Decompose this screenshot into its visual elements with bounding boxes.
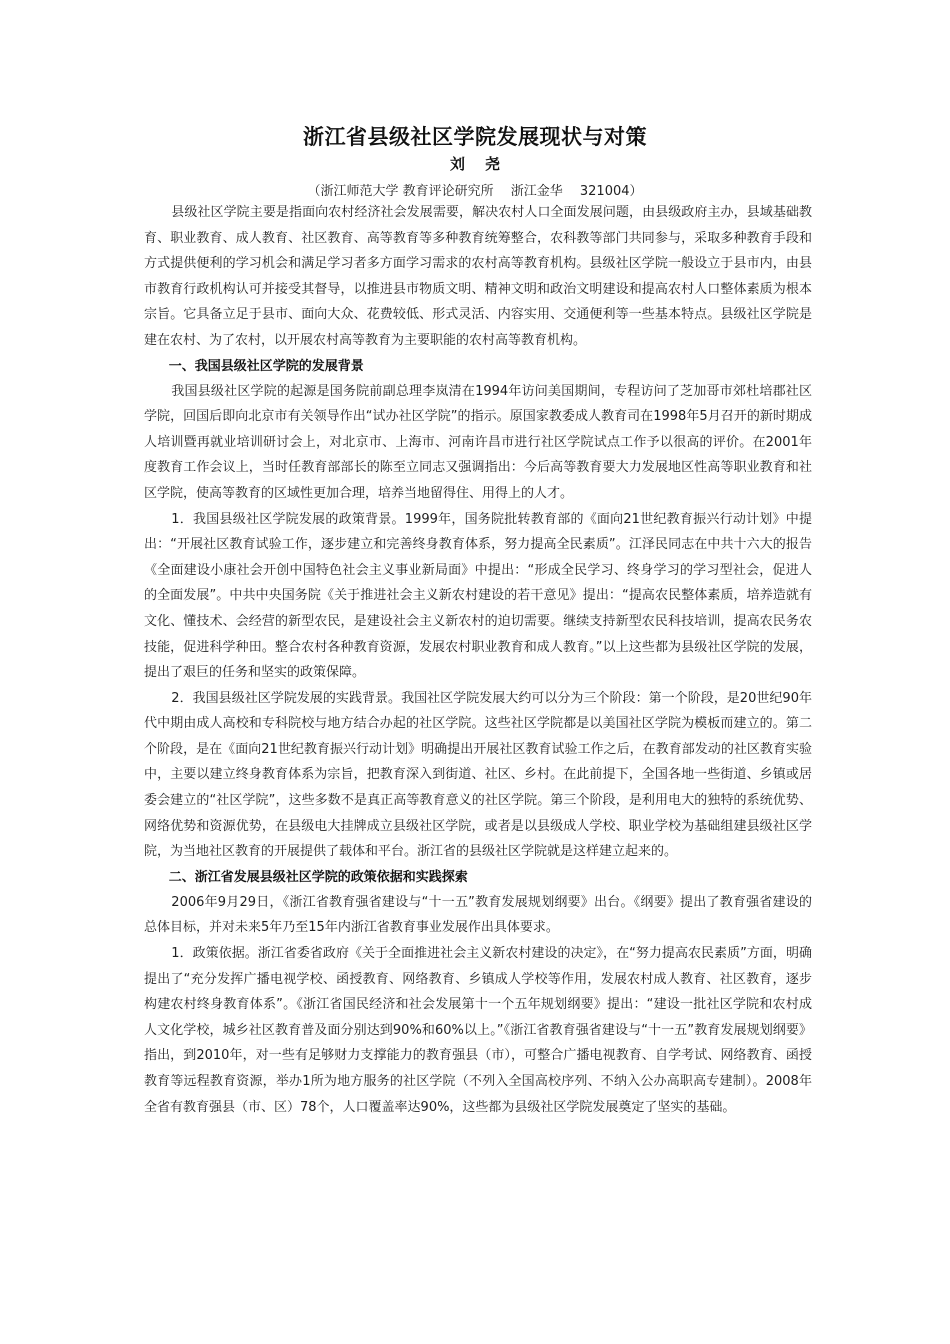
body-paragraph: 2．我国县级社区学院发展的实践背景。我国社区学院发展大约可以分为三个阶段：第一个阶段，是20世纪90年代中期由成人高校和专科院校与地方结合办起的社区学院。这些社区学院都是以美国社区学院为模板而建立的。第二个阶段，是在《面向21世纪教育振兴行动计划》明确提出开展社区教育试验工作之后，在教育部发动的社区教育实验中，主要以建立终身教育体系为宗旨，把教育深入到街道、社区、乡村。在此前提下，全国各地一些街道、乡镇或居委会建立的“社区学院”，这些多数不是真正高等教育意义的社区学院。第三个阶段，是利用电大的独特的系统优势、网络优势和资源优势，在县级电大挂牌成立县级社区学院，或者是以县级成人学校、职业学校为基础组建县级社区学院，为当地社区教育的开展提供了载体和平台。浙江省的县级社区学院就是这样建立起来的。	[144, 690, 812, 860]
document-header	[0, 122, 950, 204]
body-paragraph: 2006年9月29日，《浙江省教育强省建设与“十一五”教育发展规划纲要》出台。《纲要》提出了教育强省建设的总体目标，并对未来5年乃至15年内浙江省教育事业发展作出具体要求。	[144, 894, 812, 936]
body-paragraph: 1．政策依据。浙江省委省政府《关于全面推进社会主义新农村建设的决定》，在“努力提高农民素质”方面，明确提出了“充分发挥广播电视学校、函授教育、网络教育、乡镇成人学校等作用，发展农村成人教育、社区教育，逐步构建农村终身教育体系”。《浙江省国民经济和社会发展第十一个五年规划纲要》提出：“建设一批社区学院和农村成人文化学校，城乡社区教育普及面分别达到90%和60%以上。”《浙江省教育强省建设与“十一五”教育发展规划纲要》指出，到2010年，对一些有足够财力支撑能力的教育强县（市），可整合广播电视教育、自学考试、网络教育、函授教育等远程教育资源，举办1所为地方服务的社区学院（不列入全国高校序列、不纳入公办高职高专建制）。2008年全省有教育强县（市、区）78个，人口覆盖率达90%，这些都为县级社区学院发展奠定了坚实的基础。	[144, 946, 812, 1115]
author-name: 刘尧	[449, 155, 520, 173]
section-heading-1: 一、我国县级社区学院的发展背景	[168, 358, 364, 374]
section-heading-2: 二、浙江省发展县级社区学院的政策依据和实践探索	[168, 869, 468, 885]
body-paragraph: 1．我国县级社区学院发展的政策背景。1999年，国务院批转教育部的《面向21世纪教育振兴行动计划》中提出：“开展社区教育试验工作，逐步建立和完善终身教育体系，努力提高全民素质”。江泽民同志在中共十六大的报告《全面建设小康社会开创中国特色社会主义事业新局面》中提出：“形成全民学习、终身学习的学习型社会，促进人的全面发展”。中共中央国务院《关于推进社会主义新农村建设的若干意见》提出：“提高农民整体素质，培养造就有文化、懂技术、会经营的新型农民，是建设社会主义新农村的迫切需要。继续支持新型农民科技培训，提高农民务农技能，促进科学种田。整合农村各种教育资源，发展农村职业教育和成人教育。”以上这些都为县级社区学院的发展，提出了艰巨的任务和坚实的政策保障。	[144, 511, 812, 681]
document-title: 浙江省县级社区学院发展现状与对策	[303, 125, 647, 149]
body-paragraph: 我国县级社区学院的起源是国务院前副总理李岚清在1994年访问美国期间，专程访问了芝加哥市郊杜培郡社区学院，回国后即向北京市有关领导作出“试办社区学院”的指示。原国家教委成人教育司在1998年5月召开的新时期成人培训暨再就业培训研讨会上，对北京市、上海市、河南许昌市进行社区学院试点工作予以很高的评价。在2001年度教育工作会议上，当时任教育部部长的陈至立同志又强调指出：今后高等教育要大力发展地区性高等职业教育和社区学院，使高等教育的区域性更加合理，培养当地留得住、用得上的人才。	[144, 383, 812, 501]
author-affiliation: （浙江师范大学 教育评论研究所 浙江金华 321004）	[307, 184, 643, 199]
intro-paragraph: 县级社区学院主要是指面向农村经济社会发展需要，解决农村人口全面发展问题，由县级政府主办，县域基础教育、职业教育、成人教育、社区教育、高等教育等多种教育统筹整合，农科教等部门共同参与，采取多种教育手段和方式提供便利的学习机会和满足学习者多方面学习需求的农村高等教育机构。县级社区学院一般设立于县市内，由县市教育行政机构认可并接受其督导，以推进县市物质文明、精神文明和政治文明建设和提高农村人口整体素质为根本宗旨。它具备立足于县市、面向大众、花费较低、形式灵活、内容实用、交通便利等一些基本特点。县级社区学院是建在农村、为了农村，以开展农村高等教育为主要职能的农村高等教育机构。	[144, 205, 812, 348]
document-body	[144, 200, 812, 1120]
